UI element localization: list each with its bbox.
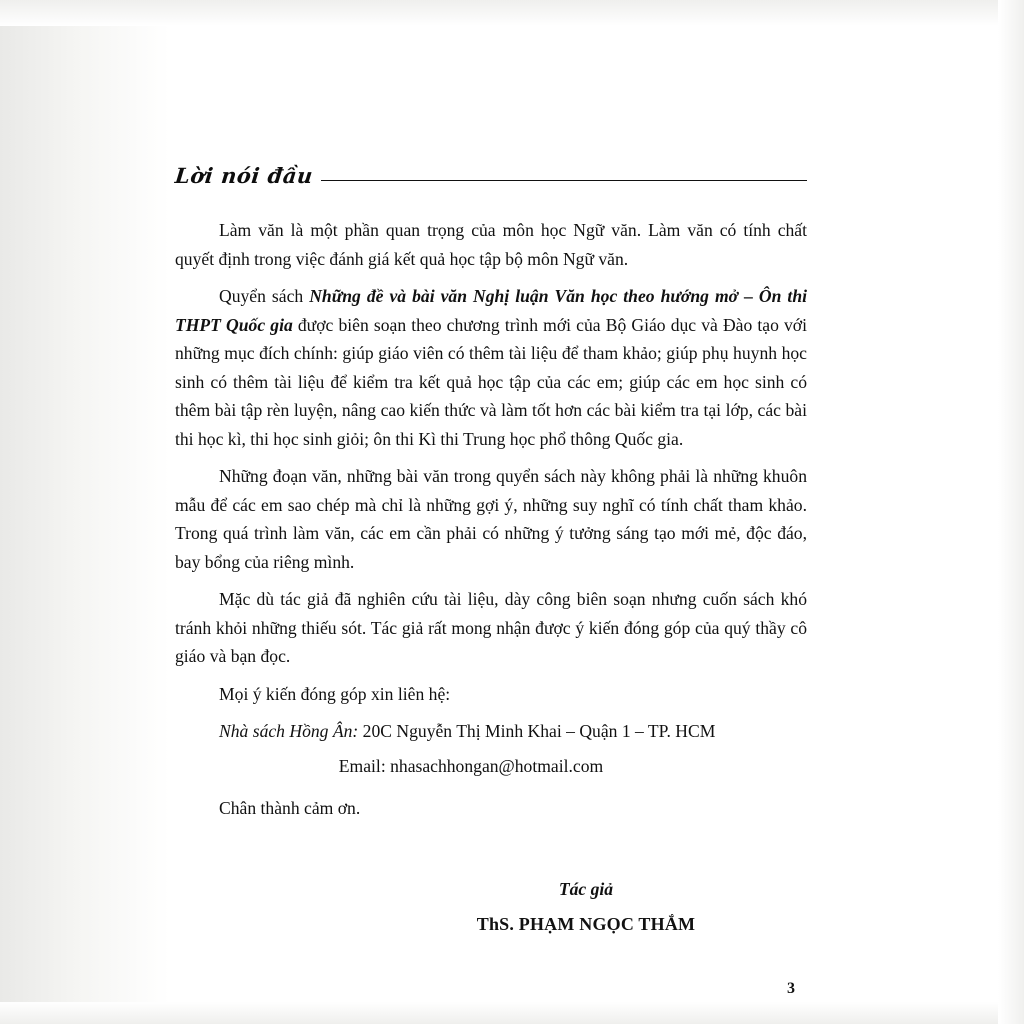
paragraph-2 (175, 282, 807, 453)
signature-name: ThS. PHẠM NGỌC THẮM (476, 913, 696, 934)
page-number: 3 (787, 980, 795, 997)
contact-address-line (175, 717, 807, 746)
paragraph-3-text: Những đoạn văn, những bài văn trong quyển sách này không phải là những khuôn mẫu để các em sao chép mà chỉ là những gợi ý, những suy nghĩ có tính chất tham khảo. Trong quá trình làm văn, các em cần phải có những ý tưởng sáng tạo mới mẻ, độc đáo, bay bổng của riêng mình. (175, 466, 807, 572)
contact-intro (175, 680, 807, 709)
paragraph-4-text: Mặc dù tác giả đã nghiên cứu tài liệu, dày công biên soạn nhưng cuốn sách khó tránh khỏi những thiếu sót. Tác giả rất mong nhận được ý kiến đóng góp của quý thầy cô giáo và bạn đọc. (175, 589, 807, 666)
paragraph-1 (175, 216, 807, 273)
page-edge-shading-bottom (0, 1002, 1024, 1024)
preface-body (175, 216, 807, 823)
bookstore-name: Nhà sách Hồng Ân: (219, 721, 359, 741)
bookstore-address: 20C Nguyễn Thị Minh Khai – Quận 1 – TP. HCM (358, 721, 716, 741)
preface-heading (175, 150, 807, 190)
thanks-line (175, 794, 807, 823)
page-edge-shading-top (0, 0, 1024, 26)
signature-role: Tác giả (558, 878, 614, 899)
page-content (175, 150, 807, 935)
paragraph-1-text: Làm văn là một phần quan trọng của môn học Ngữ văn. Làm văn có tính chất quyết định trong việc đánh giá kết quả học tập bộ môn Ngữ văn. (175, 220, 807, 269)
paragraph-3 (175, 462, 807, 576)
paragraph-2-lead: Quyển sách (219, 286, 310, 306)
paragraph-2-rest: được biên soạn theo chương trình mới của Bộ Giáo dục và Đào tạo với những mục đích chính: giúp giáo viên có thêm tài liệu để tham khảo; giúp phụ huynh học sinh có thêm tài liệu để kiểm tra kết quả học tập của các em; giúp các em học sinh có thêm bài tập rèn luyện, nâng cao kiến thức và làm tốt hơn các bài kiểm tra tại lớp, các bài thi học kì, thi học sinh giỏi; ôn thi Kì thi Trung học phổ thông Quốc gia. (175, 314, 807, 449)
signature-block (175, 879, 807, 935)
contact-email-line (175, 752, 807, 781)
page-edge-shading-left (0, 0, 170, 1024)
bookstore-email: Email: nhasachhongan@hotmail.com (338, 755, 604, 776)
contact-intro-text: Mọi ý kiến đóng góp xin liên hệ: (219, 683, 451, 704)
preface-title: Lời nói đầu (173, 163, 315, 188)
book-title-emphasis: Những đề và bài văn Nghị luận Văn học theo hướng mở – Ôn thi THPT Quốc gia (175, 286, 807, 335)
heading-rule (321, 180, 807, 181)
thanks-text: Chân thành cảm ơn. (219, 798, 361, 818)
page-edge-shading-right (998, 0, 1024, 1024)
paragraph-4 (175, 585, 807, 671)
